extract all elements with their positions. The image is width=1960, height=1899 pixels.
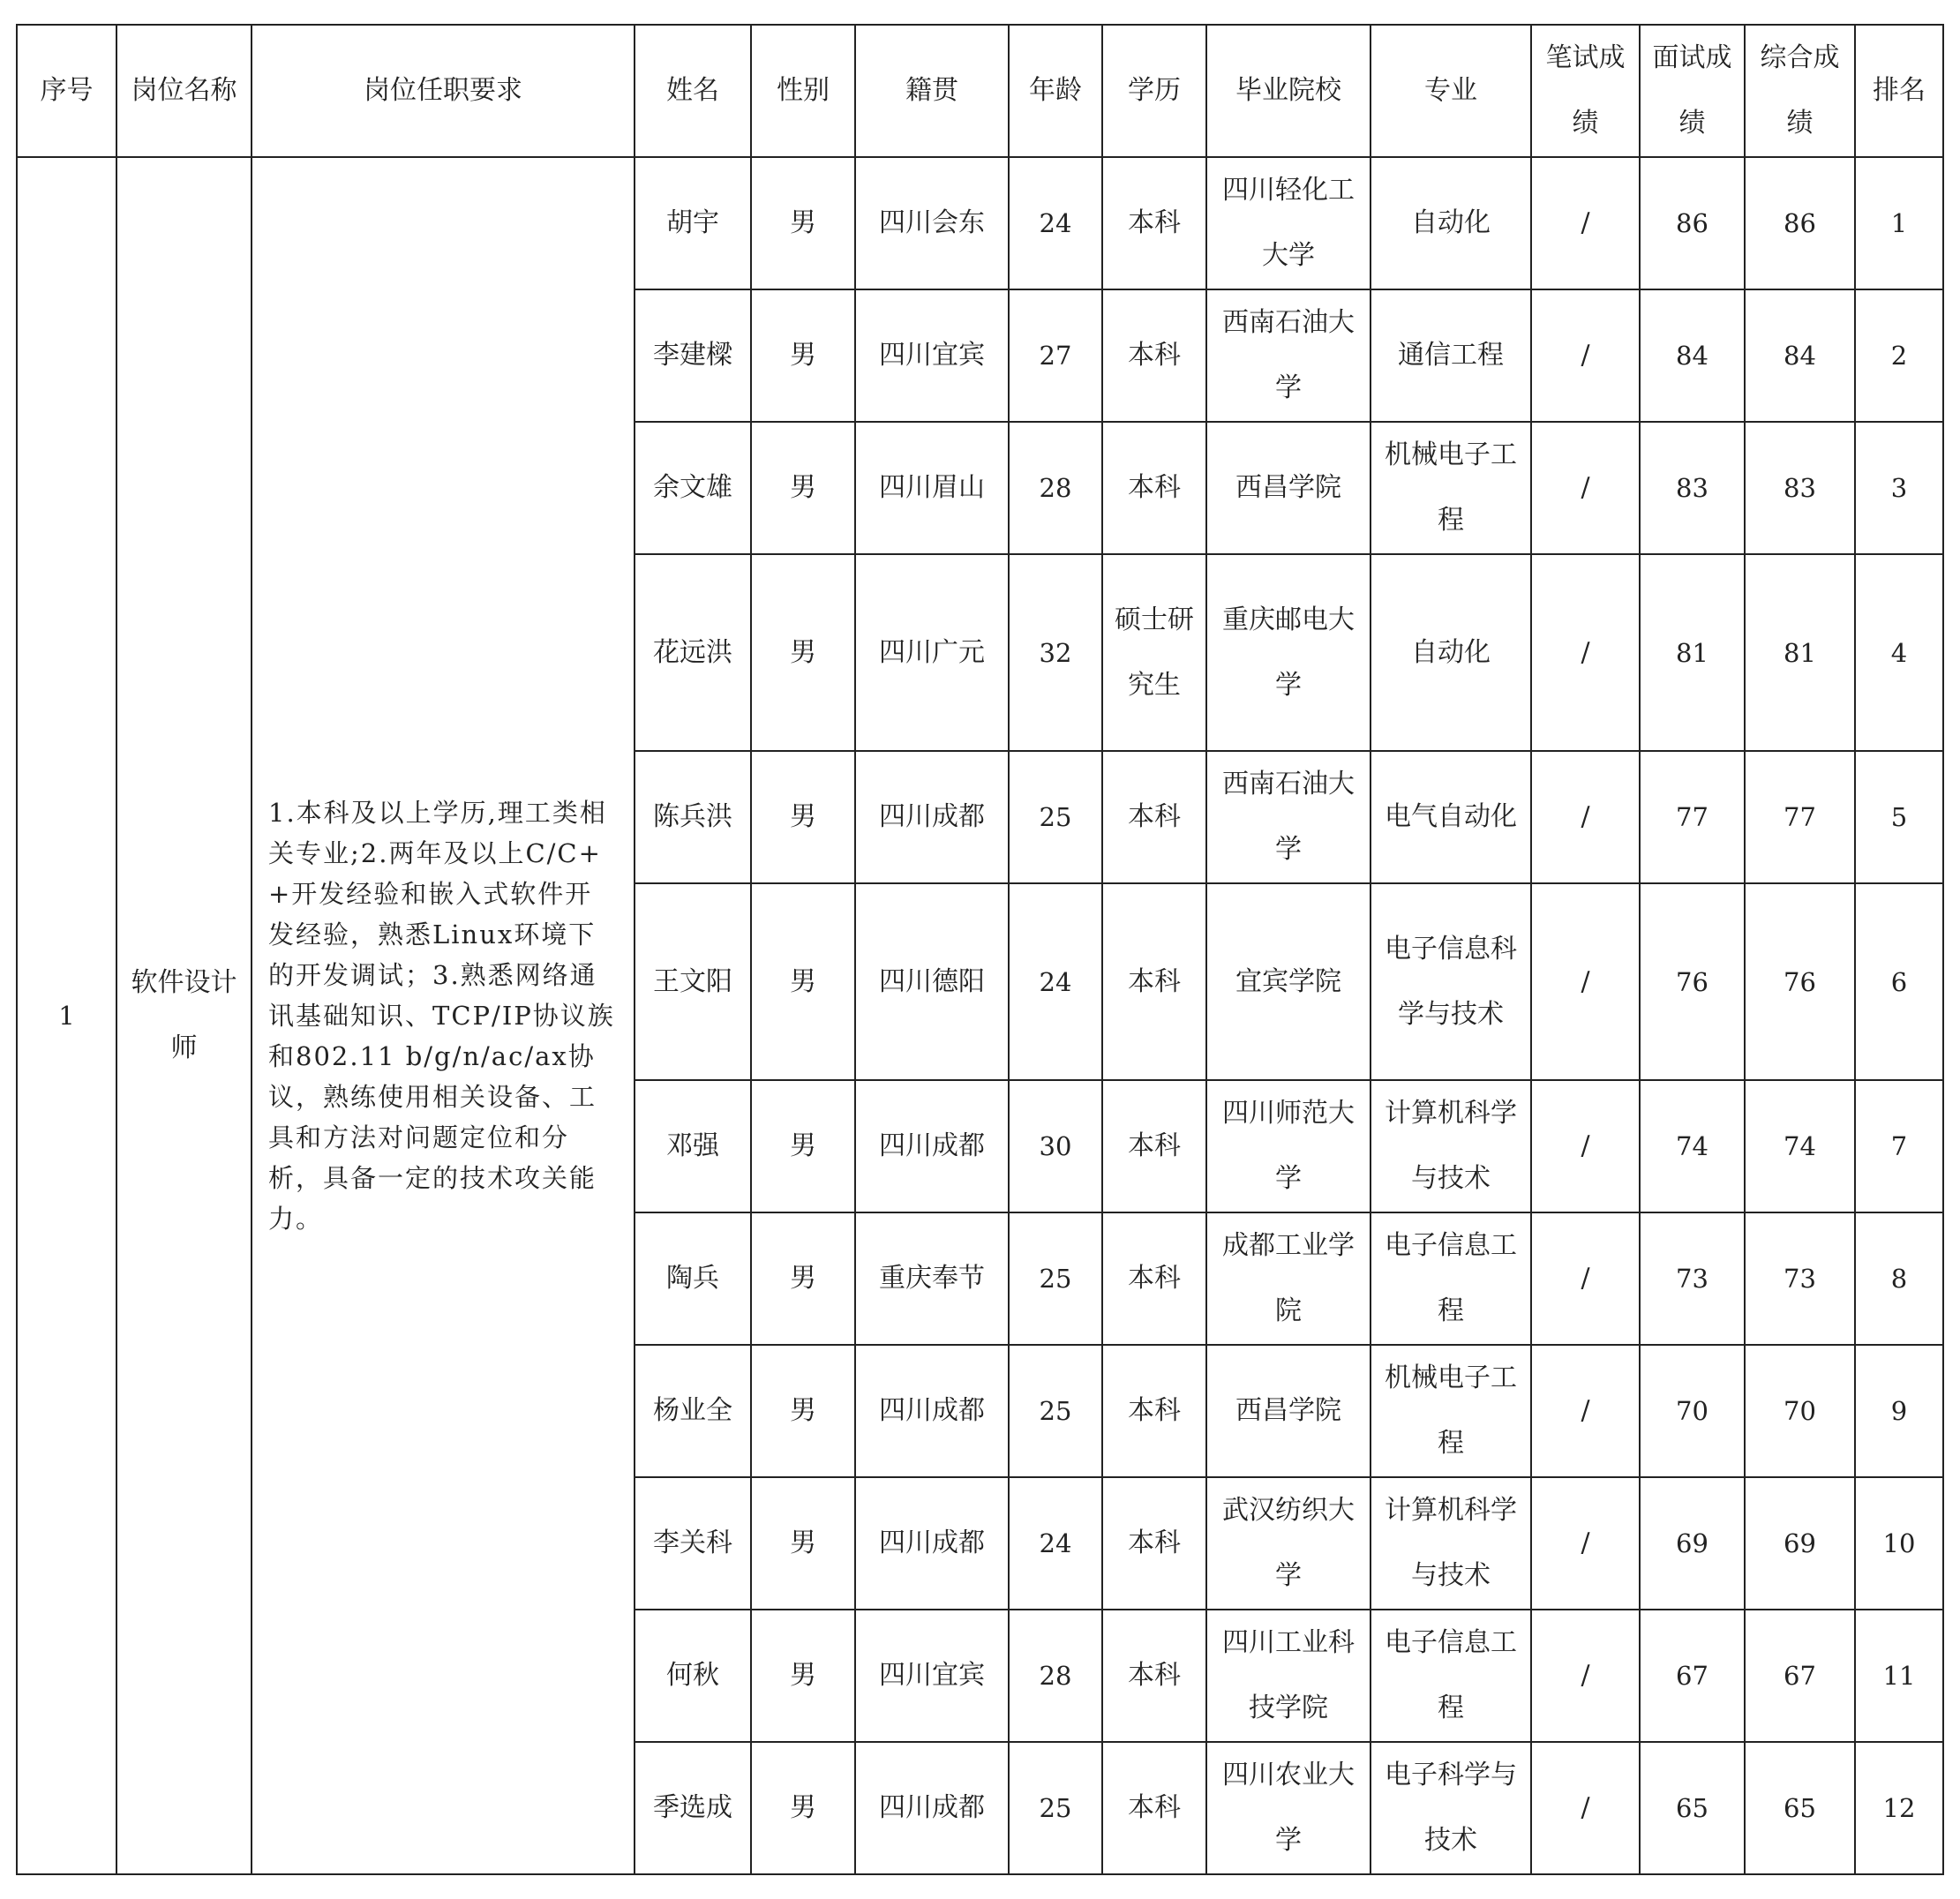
cell-rank: 4 bbox=[1855, 554, 1943, 751]
cell-education: 硕士研究生 bbox=[1102, 554, 1206, 751]
cell-school: 西南石油大学 bbox=[1206, 289, 1370, 422]
cell-age: 27 bbox=[1009, 289, 1102, 422]
cell-rank: 10 bbox=[1855, 1477, 1943, 1610]
header-written-score: 笔试成绩 bbox=[1531, 25, 1640, 157]
cell-education: 本科 bbox=[1102, 1080, 1206, 1212]
cell-major: 电子信息科学与技术 bbox=[1370, 883, 1531, 1080]
cell-interview-score: 83 bbox=[1640, 422, 1745, 554]
cell-major: 电气自动化 bbox=[1370, 751, 1531, 883]
cell-education: 本科 bbox=[1102, 422, 1206, 554]
cell-total-score: 83 bbox=[1745, 422, 1855, 554]
cell-written-score: / bbox=[1531, 1212, 1640, 1345]
header-age: 年龄 bbox=[1009, 25, 1102, 157]
cell-school: 宜宾学院 bbox=[1206, 883, 1370, 1080]
cell-major: 机械电子工程 bbox=[1370, 1345, 1531, 1477]
cell-name: 花远洪 bbox=[635, 554, 751, 751]
cell-education: 本科 bbox=[1102, 751, 1206, 883]
cell-gender: 男 bbox=[751, 751, 855, 883]
cell-school: 西昌学院 bbox=[1206, 1345, 1370, 1477]
cell-interview-score: 86 bbox=[1640, 157, 1745, 289]
header-total-score: 综合成绩 bbox=[1745, 25, 1855, 157]
cell-education: 本科 bbox=[1102, 1742, 1206, 1874]
cell-school: 四川师范大学 bbox=[1206, 1080, 1370, 1212]
table-body bbox=[17, 157, 1943, 1874]
cell-written-score: / bbox=[1531, 1080, 1640, 1212]
header-school: 毕业院校 bbox=[1206, 25, 1370, 157]
cell-school: 武汉纺织大学 bbox=[1206, 1477, 1370, 1610]
cell-written-score: / bbox=[1531, 422, 1640, 554]
cell-interview-score: 77 bbox=[1640, 751, 1745, 883]
cell-interview-score: 65 bbox=[1640, 1742, 1745, 1874]
cell-interview-score: 67 bbox=[1640, 1610, 1745, 1742]
header-education: 学历 bbox=[1102, 25, 1206, 157]
cell-rank: 3 bbox=[1855, 422, 1943, 554]
cell-origin: 四川宜宾 bbox=[855, 289, 1009, 422]
header-origin: 籍贯 bbox=[855, 25, 1009, 157]
cell-name: 何秋 bbox=[635, 1610, 751, 1742]
cell-interview-score: 70 bbox=[1640, 1345, 1745, 1477]
cell-school: 成都工业学院 bbox=[1206, 1212, 1370, 1345]
cell-rank: 2 bbox=[1855, 289, 1943, 422]
cell-name: 李建樑 bbox=[635, 289, 751, 422]
results-table bbox=[16, 24, 1944, 1875]
cell-gender: 男 bbox=[751, 422, 855, 554]
cell-school: 西昌学院 bbox=[1206, 422, 1370, 554]
cell-gender: 男 bbox=[751, 1610, 855, 1742]
cell-age: 25 bbox=[1009, 1212, 1102, 1345]
cell-gender: 男 bbox=[751, 1080, 855, 1212]
cell-age: 24 bbox=[1009, 883, 1102, 1080]
cell-rank: 5 bbox=[1855, 751, 1943, 883]
header-gender: 性别 bbox=[751, 25, 855, 157]
cell-written-score: / bbox=[1531, 1477, 1640, 1610]
cell-name: 王文阳 bbox=[635, 883, 751, 1080]
cell-major: 自动化 bbox=[1370, 554, 1531, 751]
header-requirements: 岗位任职要求 bbox=[252, 25, 635, 157]
cell-rank: 7 bbox=[1855, 1080, 1943, 1212]
cell-requirements: 1.本科及以上学历,理工类相关专业;2.两年及以上C/C++开发经验和嵌入式软件开发经验，熟悉Linux环境下的开发调试；3.熟悉网络通讯基础知识、TCP/IP协议族和802.11 b/g/n/ac/ax协议，熟练使用相关设备、工具和方法对问题定位和分析，具备一定的技术攻关能力。 bbox=[252, 157, 635, 1874]
cell-age: 28 bbox=[1009, 422, 1102, 554]
header-rank: 排名 bbox=[1855, 25, 1943, 157]
header-seq: 序号 bbox=[17, 25, 116, 157]
cell-total-score: 67 bbox=[1745, 1610, 1855, 1742]
cell-total-score: 77 bbox=[1745, 751, 1855, 883]
cell-written-score: / bbox=[1531, 554, 1640, 751]
cell-education: 本科 bbox=[1102, 1212, 1206, 1345]
cell-interview-score: 73 bbox=[1640, 1212, 1745, 1345]
cell-written-score: / bbox=[1531, 1610, 1640, 1742]
cell-age: 25 bbox=[1009, 1742, 1102, 1874]
cell-education: 本科 bbox=[1102, 1345, 1206, 1477]
cell-school: 四川轻化工大学 bbox=[1206, 157, 1370, 289]
cell-rank: 6 bbox=[1855, 883, 1943, 1080]
cell-rank: 9 bbox=[1855, 1345, 1943, 1477]
cell-interview-score: 84 bbox=[1640, 289, 1745, 422]
cell-written-score: / bbox=[1531, 1742, 1640, 1874]
cell-origin: 四川宜宾 bbox=[855, 1610, 1009, 1742]
cell-school: 西南石油大学 bbox=[1206, 751, 1370, 883]
cell-total-score: 73 bbox=[1745, 1212, 1855, 1345]
cell-major: 电子信息工程 bbox=[1370, 1610, 1531, 1742]
cell-major: 计算机科学与技术 bbox=[1370, 1080, 1531, 1212]
cell-total-score: 81 bbox=[1745, 554, 1855, 751]
cell-education: 本科 bbox=[1102, 289, 1206, 422]
cell-education: 本科 bbox=[1102, 157, 1206, 289]
cell-rank: 11 bbox=[1855, 1610, 1943, 1742]
cell-gender: 男 bbox=[751, 1477, 855, 1610]
cell-written-score: / bbox=[1531, 883, 1640, 1080]
cell-major: 电子科学与技术 bbox=[1370, 1742, 1531, 1874]
cell-rank: 12 bbox=[1855, 1742, 1943, 1874]
cell-major: 机械电子工程 bbox=[1370, 422, 1531, 554]
cell-gender: 男 bbox=[751, 1212, 855, 1345]
cell-total-score: 65 bbox=[1745, 1742, 1855, 1874]
header-name: 姓名 bbox=[635, 25, 751, 157]
cell-total-score: 76 bbox=[1745, 883, 1855, 1080]
cell-interview-score: 81 bbox=[1640, 554, 1745, 751]
cell-name: 杨业全 bbox=[635, 1345, 751, 1477]
table-row bbox=[17, 157, 1943, 289]
header-major: 专业 bbox=[1370, 25, 1531, 157]
cell-name: 陈兵洪 bbox=[635, 751, 751, 883]
cell-gender: 男 bbox=[751, 157, 855, 289]
cell-written-score: / bbox=[1531, 1345, 1640, 1477]
cell-name: 邓强 bbox=[635, 1080, 751, 1212]
cell-major: 通信工程 bbox=[1370, 289, 1531, 422]
cell-major: 计算机科学与技术 bbox=[1370, 1477, 1531, 1610]
cell-total-score: 70 bbox=[1745, 1345, 1855, 1477]
cell-age: 24 bbox=[1009, 157, 1102, 289]
cell-origin: 重庆奉节 bbox=[855, 1212, 1009, 1345]
header-position: 岗位名称 bbox=[116, 25, 252, 157]
cell-origin: 四川成都 bbox=[855, 1477, 1009, 1610]
cell-gender: 男 bbox=[751, 1742, 855, 1874]
cell-seq: 1 bbox=[17, 157, 116, 1874]
cell-gender: 男 bbox=[751, 554, 855, 751]
cell-age: 30 bbox=[1009, 1080, 1102, 1212]
cell-education: 本科 bbox=[1102, 1477, 1206, 1610]
cell-position: 软件设计师 bbox=[116, 157, 252, 1874]
cell-rank: 1 bbox=[1855, 157, 1943, 289]
cell-origin: 四川德阳 bbox=[855, 883, 1009, 1080]
cell-education: 本科 bbox=[1102, 1610, 1206, 1742]
cell-name: 陶兵 bbox=[635, 1212, 751, 1345]
cell-school: 四川工业科技学院 bbox=[1206, 1610, 1370, 1742]
cell-age: 32 bbox=[1009, 554, 1102, 751]
cell-origin: 四川成都 bbox=[855, 1080, 1009, 1212]
cell-origin: 四川成都 bbox=[855, 751, 1009, 883]
cell-gender: 男 bbox=[751, 883, 855, 1080]
cell-name: 季选成 bbox=[635, 1742, 751, 1874]
cell-interview-score: 74 bbox=[1640, 1080, 1745, 1212]
cell-total-score: 74 bbox=[1745, 1080, 1855, 1212]
cell-origin: 四川成都 bbox=[855, 1345, 1009, 1477]
cell-origin: 四川成都 bbox=[855, 1742, 1009, 1874]
cell-gender: 男 bbox=[751, 1345, 855, 1477]
cell-school: 重庆邮电大学 bbox=[1206, 554, 1370, 751]
cell-major: 自动化 bbox=[1370, 157, 1531, 289]
cell-total-score: 69 bbox=[1745, 1477, 1855, 1610]
cell-name: 李关科 bbox=[635, 1477, 751, 1610]
cell-interview-score: 69 bbox=[1640, 1477, 1745, 1610]
header-row bbox=[17, 25, 1943, 157]
cell-education: 本科 bbox=[1102, 883, 1206, 1080]
cell-age: 24 bbox=[1009, 1477, 1102, 1610]
cell-total-score: 84 bbox=[1745, 289, 1855, 422]
cell-origin: 四川眉山 bbox=[855, 422, 1009, 554]
cell-school: 四川农业大学 bbox=[1206, 1742, 1370, 1874]
cell-major: 电子信息工程 bbox=[1370, 1212, 1531, 1345]
cell-rank: 8 bbox=[1855, 1212, 1943, 1345]
cell-gender: 男 bbox=[751, 289, 855, 422]
cell-name: 余文雄 bbox=[635, 422, 751, 554]
cell-name: 胡宇 bbox=[635, 157, 751, 289]
cell-origin: 四川广元 bbox=[855, 554, 1009, 751]
cell-age: 28 bbox=[1009, 1610, 1102, 1742]
cell-origin: 四川会东 bbox=[855, 157, 1009, 289]
cell-interview-score: 76 bbox=[1640, 883, 1745, 1080]
cell-written-score: / bbox=[1531, 289, 1640, 422]
cell-total-score: 86 bbox=[1745, 157, 1855, 289]
cell-age: 25 bbox=[1009, 1345, 1102, 1477]
cell-age: 25 bbox=[1009, 751, 1102, 883]
header-interview-score: 面试成绩 bbox=[1640, 25, 1745, 157]
cell-written-score: / bbox=[1531, 157, 1640, 289]
cell-written-score: / bbox=[1531, 751, 1640, 883]
